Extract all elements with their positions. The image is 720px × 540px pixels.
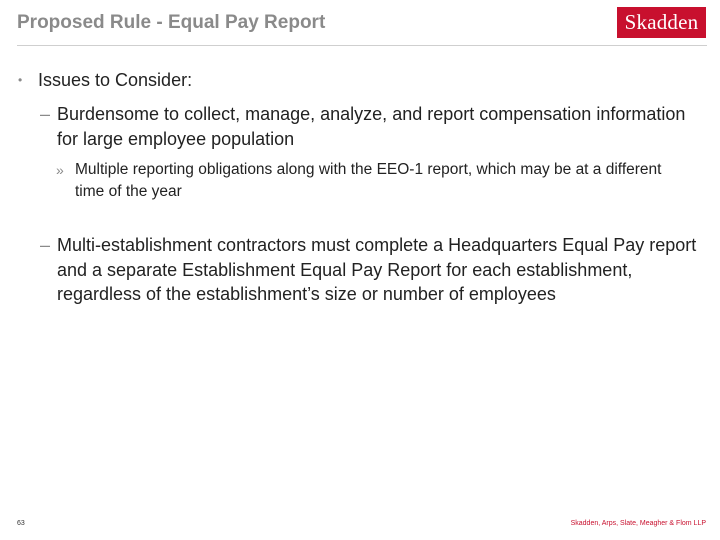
bullet-dot-icon: •	[18, 73, 23, 87]
subsub-bullet-multiple-reporting	[56, 159, 690, 203]
skadden-logo: Skadden	[617, 7, 706, 38]
chevron-marker-icon: »	[56, 162, 64, 178]
subsub-bullet-text: Multiple reporting obligations along with the EEO-1 report, which may be at a different time of the year	[75, 161, 662, 200]
dash-marker-icon: –	[40, 104, 51, 124]
main-bullet	[18, 69, 698, 91]
sub-bullet-text: Burdensome to collect, manage, analyze, and report compensation information for large employee population	[57, 104, 686, 149]
dash-marker-icon: –	[40, 235, 51, 255]
sub-bullet-burdensome	[40, 102, 697, 151]
page-title: Proposed Rule - Equal Pay Report	[17, 12, 326, 33]
header-divider	[17, 45, 707, 46]
sub-bullet-text: Multi-establishment contractors must complete a Headquarters Equal Pay report and a separate Establishment Equal Pay Report for each establishment, regardless of the establishment’s size or number of employees	[57, 235, 697, 304]
main-bullet-text: Issues to Consider:	[38, 70, 193, 90]
page-number: 63	[17, 520, 25, 527]
footer-firm-name: Skadden, Arps, Slate, Meagher & Flom LLP	[570, 520, 706, 527]
sub-bullet-multi-establishment	[40, 233, 697, 307]
